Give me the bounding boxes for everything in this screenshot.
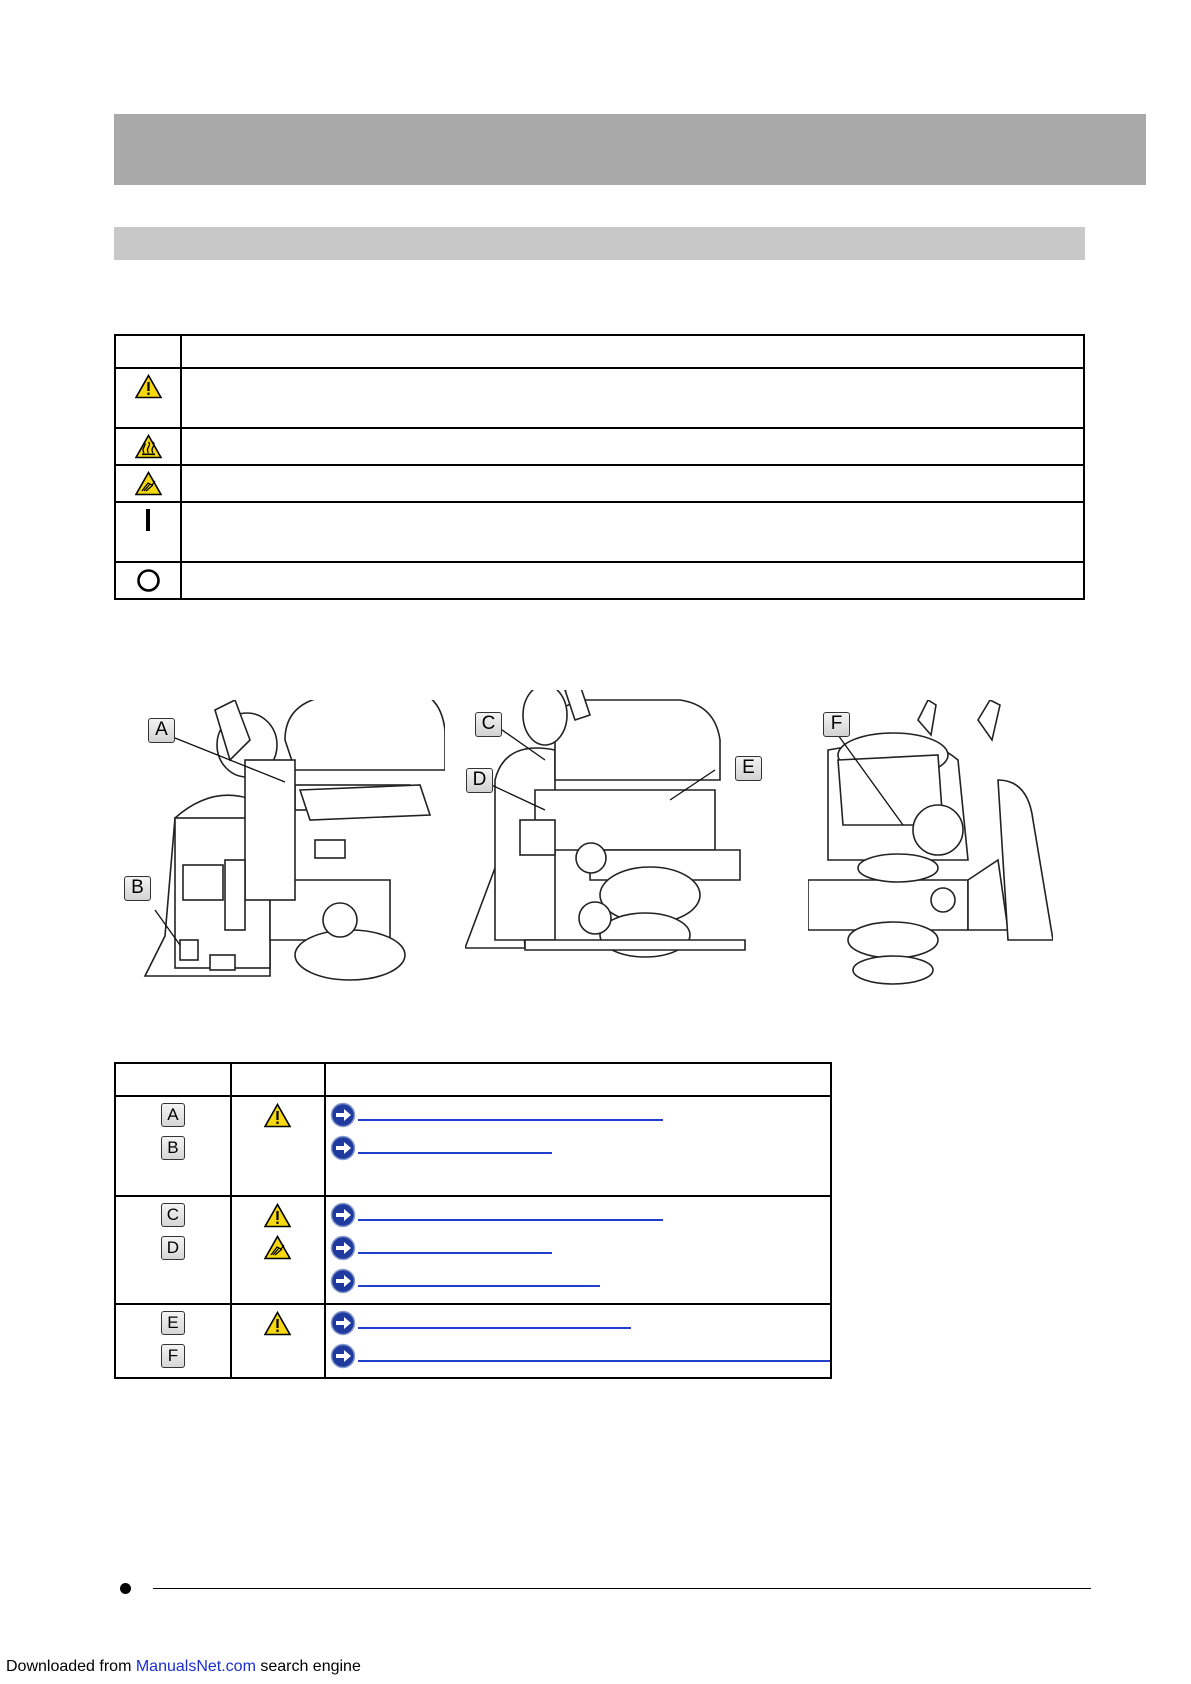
reference-link-underline[interactable] (358, 1327, 631, 1329)
location-key-b: B (161, 1136, 185, 1160)
symbol-table (114, 334, 1085, 600)
reference-link-underline[interactable] (358, 1252, 552, 1254)
location-key-e: E (161, 1311, 185, 1335)
power-off-icon (136, 568, 161, 593)
table-row (115, 1096, 831, 1196)
footer-rule (153, 1588, 1091, 1589)
power-on-icon (143, 508, 153, 532)
callout-label-b: B (124, 876, 151, 901)
download-notice (6, 1658, 361, 1676)
reference-link[interactable] (330, 1101, 830, 1129)
table-row (115, 502, 1084, 562)
reference-link[interactable] (330, 1267, 830, 1295)
callout-label-a: A (148, 718, 175, 743)
symbol-header-cell (115, 335, 181, 368)
reference-link-underline[interactable] (358, 1119, 663, 1121)
callout-label-d: D (466, 768, 493, 793)
warning-triangle-icon (264, 1203, 291, 1228)
table-row (115, 1063, 831, 1096)
reference-link[interactable] (330, 1201, 830, 1229)
location-key-f: F (161, 1344, 185, 1368)
arrow-right-circle-icon (330, 1310, 356, 1336)
table-row (115, 368, 1084, 428)
callout-label-c: C (475, 712, 502, 737)
reference-link-underline[interactable] (358, 1219, 663, 1221)
arrow-right-circle-icon (330, 1235, 356, 1261)
arrow-right-circle-icon (330, 1202, 356, 1228)
explanation-header-cell (181, 335, 1084, 368)
download-suffix: search engine (255, 1658, 361, 1675)
footer-bullet (120, 1583, 131, 1594)
reference-link-underline[interactable] (358, 1360, 830, 1362)
table-row (115, 562, 1084, 599)
section-heading-bar (114, 227, 1085, 260)
hand-pinch-icon (264, 1235, 291, 1260)
warning-location-table (114, 1062, 832, 1379)
table-row (115, 335, 1084, 368)
table-row (115, 1196, 831, 1304)
microscope-side-view-figure (465, 690, 765, 970)
warning-triangle-icon (135, 374, 162, 399)
hot-surface-icon (135, 434, 162, 459)
arrow-right-circle-icon (330, 1268, 356, 1294)
microscope-side-view-drawing (465, 690, 765, 970)
microscope-front-view-drawing (808, 700, 1053, 990)
reference-link[interactable] (330, 1342, 830, 1370)
table-row (115, 465, 1084, 502)
warning-triangle-icon (264, 1103, 291, 1128)
table-row (115, 1304, 831, 1378)
page-title-bar (114, 114, 1146, 185)
location-key-a: A (161, 1103, 185, 1127)
download-prefix: Downloaded from (6, 1658, 136, 1675)
reference-link[interactable] (330, 1234, 830, 1262)
microscope-front-view-figure (808, 700, 1053, 990)
manualsnet-link[interactable]: ManualsNet.com (135, 1658, 256, 1675)
location-key-c: C (161, 1203, 185, 1227)
callout-label-f: F (823, 712, 850, 737)
warning-triangle-icon (264, 1311, 291, 1336)
table-row (115, 428, 1084, 465)
reference-header-cell (325, 1063, 831, 1096)
reference-link-underline[interactable] (358, 1152, 552, 1154)
arrow-right-circle-icon (330, 1343, 356, 1369)
microscope-rear-view-drawing (135, 700, 445, 1000)
location-key-d: D (161, 1236, 185, 1260)
symbol-header-cell (231, 1063, 325, 1096)
arrow-right-circle-icon (330, 1102, 356, 1128)
reference-link-underline[interactable] (358, 1285, 600, 1287)
reference-link[interactable] (330, 1134, 830, 1162)
arrow-right-circle-icon (330, 1135, 356, 1161)
hand-pinch-icon (135, 471, 162, 496)
microscope-rear-view-figure (135, 700, 445, 1000)
callout-label-e: E (735, 756, 762, 781)
reference-link[interactable] (330, 1309, 830, 1337)
location-header-cell (115, 1063, 231, 1096)
